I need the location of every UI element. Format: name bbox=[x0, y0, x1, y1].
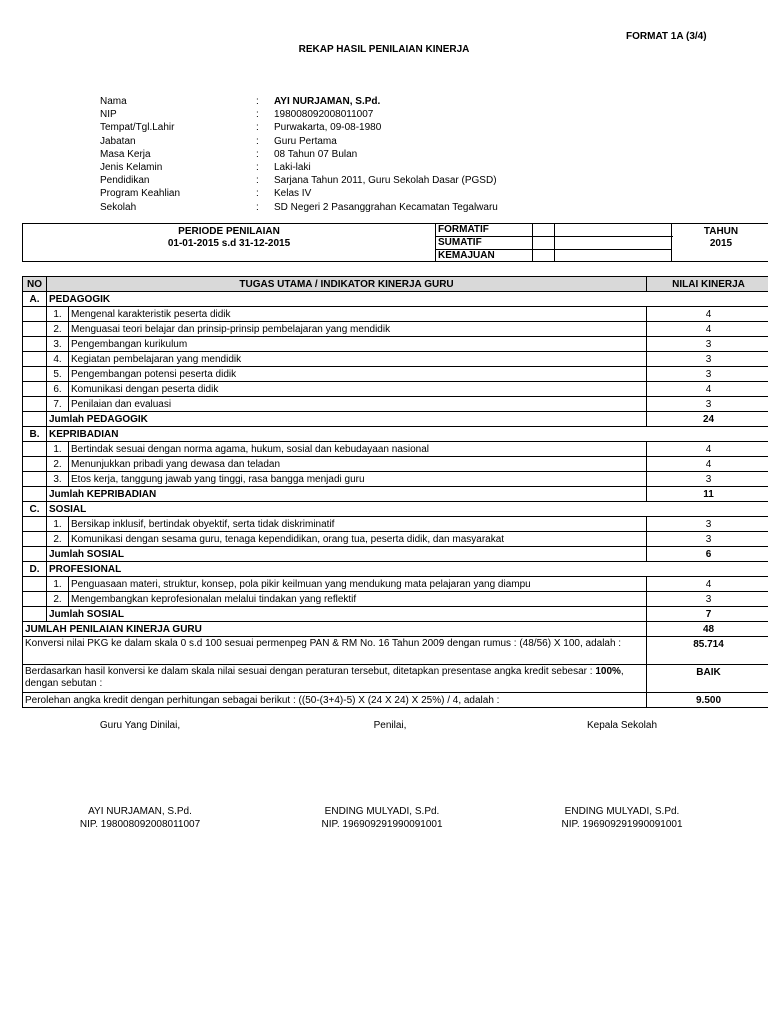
identity-value: Kelas IV bbox=[274, 188, 312, 200]
indicator-text: Menguasai teori belajar dan prinsip-prinsip pembelajaran yang mendidik bbox=[69, 322, 647, 337]
empty-cell bbox=[23, 487, 47, 502]
indicator-score: 4 bbox=[647, 322, 768, 337]
signature-name: ENDING MULYADI, S.Pd. bbox=[324, 806, 440, 817]
signature-name-block bbox=[20, 805, 260, 831]
table-header-row bbox=[23, 277, 768, 292]
identity-colon: : bbox=[256, 109, 259, 121]
angka-kredit-text: Perolehan angka kredit dengan perhitungan sebagai berikut : ((50-(3+4)-5) X (24 X 24) X 25%) / 4, adalah : bbox=[23, 693, 647, 708]
sebutan-text-a: Berdasarkan hasil konversi ke dalam skala nilai sesuai dengan peraturan tersebut, ditetapkan presentase angka kredit sebesar : bbox=[25, 666, 596, 677]
identity-value: Sarjana Tahun 2011, Guru Sekolah Dasar (PGSD) bbox=[274, 175, 497, 187]
empty-cell bbox=[23, 352, 47, 367]
signature-name-block bbox=[502, 805, 742, 831]
identity-colon: : bbox=[256, 188, 259, 200]
indicator-row bbox=[23, 352, 768, 367]
signature-name: AYI NURJAMAN, S.Pd. bbox=[88, 806, 192, 817]
section-row bbox=[23, 427, 768, 442]
subtotal-row bbox=[23, 487, 768, 502]
empty-cell bbox=[23, 442, 47, 457]
indicator-row bbox=[23, 517, 768, 532]
identity-colon: : bbox=[256, 201, 259, 213]
indicator-row bbox=[23, 592, 768, 607]
indicator-text: Pengembangan potensi peserta didik bbox=[69, 367, 647, 382]
indicator-row bbox=[23, 442, 768, 457]
subtotal-value: 7 bbox=[647, 607, 768, 622]
indicator-row bbox=[23, 382, 768, 397]
indicator-number: 1. bbox=[47, 517, 69, 532]
indicator-text: Pengembangan kurikulum bbox=[69, 337, 647, 352]
indicator-row bbox=[23, 472, 768, 487]
section-letter: A. bbox=[23, 292, 47, 307]
indicator-number: 4. bbox=[47, 352, 69, 367]
identity-colon: : bbox=[256, 148, 259, 160]
indicator-row bbox=[23, 457, 768, 472]
indicator-text: Bertindak sesuai dengan norma agama, hukum, sosial dan kebudayaan nasional bbox=[69, 442, 647, 457]
konversi-value: 85.714 bbox=[647, 637, 768, 665]
subtotal-label: Jumlah SOSIAL bbox=[47, 547, 647, 562]
identity-label: Nama bbox=[100, 96, 127, 107]
section-name: PEDAGOGIK bbox=[47, 292, 768, 307]
indicator-text: Mengembangkan keprofesionalan melalui tindakan yang reflektif bbox=[69, 592, 647, 607]
subtotal-row bbox=[23, 547, 768, 562]
identity-colon: : bbox=[256, 175, 259, 187]
section-letter: B. bbox=[23, 427, 47, 442]
empty-cell bbox=[23, 322, 47, 337]
indicator-text: Menunjukkan pribadi yang dewasa dan teladan bbox=[69, 457, 647, 472]
empty-cell bbox=[23, 472, 47, 487]
indicator-number: 2. bbox=[47, 532, 69, 547]
identity-colon: : bbox=[256, 135, 259, 147]
periode-label: PERIODE PENILAIAN bbox=[178, 226, 280, 237]
indicator-text: Mengenal karakteristik peserta didik bbox=[69, 307, 647, 322]
indicator-number: 1. bbox=[47, 307, 69, 322]
konversi-text: Konversi nilai PKG ke dalam skala 0 s.d 100 sesuai permenpeg PAN & RM No. 16 Tahun 2009 dengan rumus : (48/56) X 100, adalah : bbox=[23, 637, 647, 665]
indicator-score: 3 bbox=[647, 397, 768, 412]
empty-cell bbox=[23, 517, 47, 532]
signature-name: ENDING MULYADI, S.Pd. bbox=[564, 806, 680, 817]
section-name: PROFESIONAL bbox=[47, 562, 768, 577]
empty-cell bbox=[23, 532, 47, 547]
indicator-row bbox=[23, 532, 768, 547]
identity-value: 198008092008011007 bbox=[274, 109, 374, 121]
identity-label: Pendidikan bbox=[100, 175, 150, 187]
empty-cell bbox=[23, 607, 47, 622]
eval-label: KEMAJUAN bbox=[438, 250, 495, 261]
sebutan-row bbox=[23, 665, 768, 693]
indicator-score: 3 bbox=[647, 517, 768, 532]
indicator-score: 3 bbox=[647, 592, 768, 607]
identity-value: 08 Tahun 07 Bulan bbox=[274, 148, 358, 160]
indicator-text: Kegiatan pembelajaran yang mendidik bbox=[69, 352, 647, 367]
header-score: NILAI KINERJA bbox=[647, 277, 768, 292]
periode-box bbox=[22, 223, 768, 262]
periode-range: 01-01-2015 s.d 31-12-2015 bbox=[167, 238, 291, 249]
identity-value: Laki-laki bbox=[274, 162, 311, 173]
identity-label: Program Keahlian bbox=[100, 188, 181, 200]
grand-total-value: 48 bbox=[647, 622, 768, 637]
empty-cell bbox=[23, 382, 47, 397]
eval-cell bbox=[554, 237, 673, 249]
indicator-row bbox=[23, 307, 768, 322]
subtotal-row bbox=[23, 607, 768, 622]
indicator-row bbox=[23, 577, 768, 592]
angka-kredit-row bbox=[23, 693, 768, 708]
indicator-score: 4 bbox=[647, 577, 768, 592]
table-body bbox=[23, 292, 768, 708]
header-task: TUGAS UTAMA / INDIKATOR KINERJA GURU bbox=[47, 277, 647, 292]
indicator-score: 4 bbox=[647, 457, 768, 472]
signature-nip: NIP. 196909291990091001 bbox=[321, 819, 443, 830]
subtotal-label: Jumlah SOSIAL bbox=[47, 607, 647, 622]
indicator-row bbox=[23, 322, 768, 337]
grand-total-label: JUMLAH PENILAIAN KINERJA GURU bbox=[23, 622, 647, 637]
indicator-number: 2. bbox=[47, 322, 69, 337]
identity-label: Jenis Kelamin bbox=[100, 162, 163, 173]
identity-label: NIP bbox=[100, 109, 117, 121]
subtotal-label: Jumlah KEPRIBADIAN bbox=[47, 487, 647, 502]
indicator-score: 3 bbox=[647, 367, 768, 382]
sebutan-value: BAIK bbox=[647, 665, 768, 693]
section-name: KEPRIBADIAN bbox=[47, 427, 768, 442]
empty-cell bbox=[23, 577, 47, 592]
subtotal-value: 11 bbox=[647, 487, 768, 502]
indicator-number: 6. bbox=[47, 382, 69, 397]
document-title: REKAP HASIL PENILAIAN KINERJA bbox=[298, 44, 470, 55]
identity-label: Jabatan bbox=[100, 135, 136, 147]
subtotal-row bbox=[23, 412, 768, 427]
indicator-score: 3 bbox=[647, 472, 768, 487]
identity-value: SD Negeri 2 Pasanggrahan Kecamatan Tegalwaru bbox=[274, 201, 498, 213]
indicator-text: Komunikasi dengan sesama guru, tenaga kependidikan, orang tua, peserta didik, dan masyarakat bbox=[69, 532, 647, 547]
section-letter: D. bbox=[23, 562, 47, 577]
header-no: NO bbox=[23, 277, 47, 292]
indicator-text: Bersikap inklusif, bertindak obyektif, serta tidak diskriminatif bbox=[69, 517, 647, 532]
indicator-score: 3 bbox=[647, 352, 768, 367]
sebutan-text-b: , dengan sebutan : bbox=[25, 666, 624, 689]
identity-colon: : bbox=[256, 122, 259, 134]
empty-cell bbox=[23, 397, 47, 412]
signature-name-block bbox=[262, 805, 502, 831]
eval-cell bbox=[554, 250, 673, 262]
tahun-label: TAHUN bbox=[703, 226, 739, 237]
indicator-number: 3. bbox=[47, 472, 69, 487]
indicator-row bbox=[23, 367, 768, 382]
identity-label: Masa Kerja bbox=[100, 148, 151, 160]
signature-role: Penilai, bbox=[373, 720, 407, 731]
signature-role: Guru Yang Dinilai, bbox=[99, 720, 181, 731]
periode-title bbox=[23, 226, 435, 250]
indicator-number: 1. bbox=[47, 442, 69, 457]
eval-label: SUMATIF bbox=[438, 237, 482, 248]
subtotal-value: 6 bbox=[647, 547, 768, 562]
indicator-score: 4 bbox=[647, 382, 768, 397]
empty-cell bbox=[23, 337, 47, 352]
indicator-score: 3 bbox=[647, 337, 768, 352]
section-row bbox=[23, 562, 768, 577]
section-name: SOSIAL bbox=[47, 502, 768, 517]
indicator-row bbox=[23, 397, 768, 412]
angka-kredit-value: 9.500 bbox=[647, 693, 768, 708]
indicator-score: 4 bbox=[647, 307, 768, 322]
section-row bbox=[23, 502, 768, 517]
signature-nip: NIP. 196909291990091001 bbox=[561, 819, 683, 830]
indicator-score: 3 bbox=[647, 532, 768, 547]
indicator-number: 7. bbox=[47, 397, 69, 412]
identity-value: Guru Pertama bbox=[274, 135, 337, 147]
kinerja-table bbox=[22, 276, 768, 708]
empty-cell bbox=[23, 367, 47, 382]
indicator-score: 4 bbox=[647, 442, 768, 457]
format-code: FORMAT 1A (3/4) bbox=[626, 31, 707, 42]
indicator-row bbox=[23, 337, 768, 352]
indicator-number: 2. bbox=[47, 592, 69, 607]
identity-colon: : bbox=[256, 96, 259, 107]
subtotal-value: 24 bbox=[647, 412, 768, 427]
empty-cell bbox=[23, 457, 47, 472]
eval-checkbox bbox=[532, 237, 555, 249]
indicator-text: Etos kerja, tanggung jawab yang tinggi, rasa bangga menjadi guru bbox=[69, 472, 647, 487]
indicator-number: 5. bbox=[47, 367, 69, 382]
indicator-number: 3. bbox=[47, 337, 69, 352]
tahun-cell bbox=[671, 224, 768, 261]
section-row bbox=[23, 292, 768, 307]
indicator-text: Komunikasi dengan peserta didik bbox=[69, 382, 647, 397]
empty-cell bbox=[23, 307, 47, 322]
identity-value: AYI NURJAMAN, S.Pd. bbox=[274, 96, 381, 107]
tahun-value: 2015 bbox=[709, 238, 733, 249]
identity-colon: : bbox=[256, 162, 259, 173]
eval-kemajuan bbox=[435, 249, 672, 262]
grand-total-row bbox=[23, 622, 768, 637]
empty-cell bbox=[23, 547, 47, 562]
eval-sumatif bbox=[435, 236, 672, 250]
indicator-number: 1. bbox=[47, 577, 69, 592]
indicator-text: Penilaian dan evaluasi bbox=[69, 397, 647, 412]
konversi-row bbox=[23, 637, 768, 665]
indicator-number: 2. bbox=[47, 457, 69, 472]
empty-cell bbox=[23, 592, 47, 607]
eval-checkbox bbox=[532, 250, 555, 262]
signature-role: Kepala Sekolah bbox=[586, 720, 658, 731]
empty-cell bbox=[23, 412, 47, 427]
sebutan-text bbox=[23, 665, 647, 693]
identity-label: Tempat/Tgl.Lahir bbox=[100, 122, 175, 134]
identity-label: Sekolah bbox=[100, 201, 137, 213]
indicator-text: Penguasaan materi, struktur, konsep, pola pikir keilmuan yang mendukung mata pelajaran yang diampu bbox=[69, 577, 647, 592]
sebutan-percent: 100% bbox=[595, 666, 621, 677]
subtotal-label: Jumlah PEDAGOGIK bbox=[47, 412, 647, 427]
signature-nip: NIP. 198008092008011007 bbox=[79, 819, 201, 830]
identity-value: Purwakarta, 09-08-1980 bbox=[274, 122, 382, 134]
section-letter: C. bbox=[23, 502, 47, 517]
eval-label: FORMATIF bbox=[438, 224, 489, 235]
